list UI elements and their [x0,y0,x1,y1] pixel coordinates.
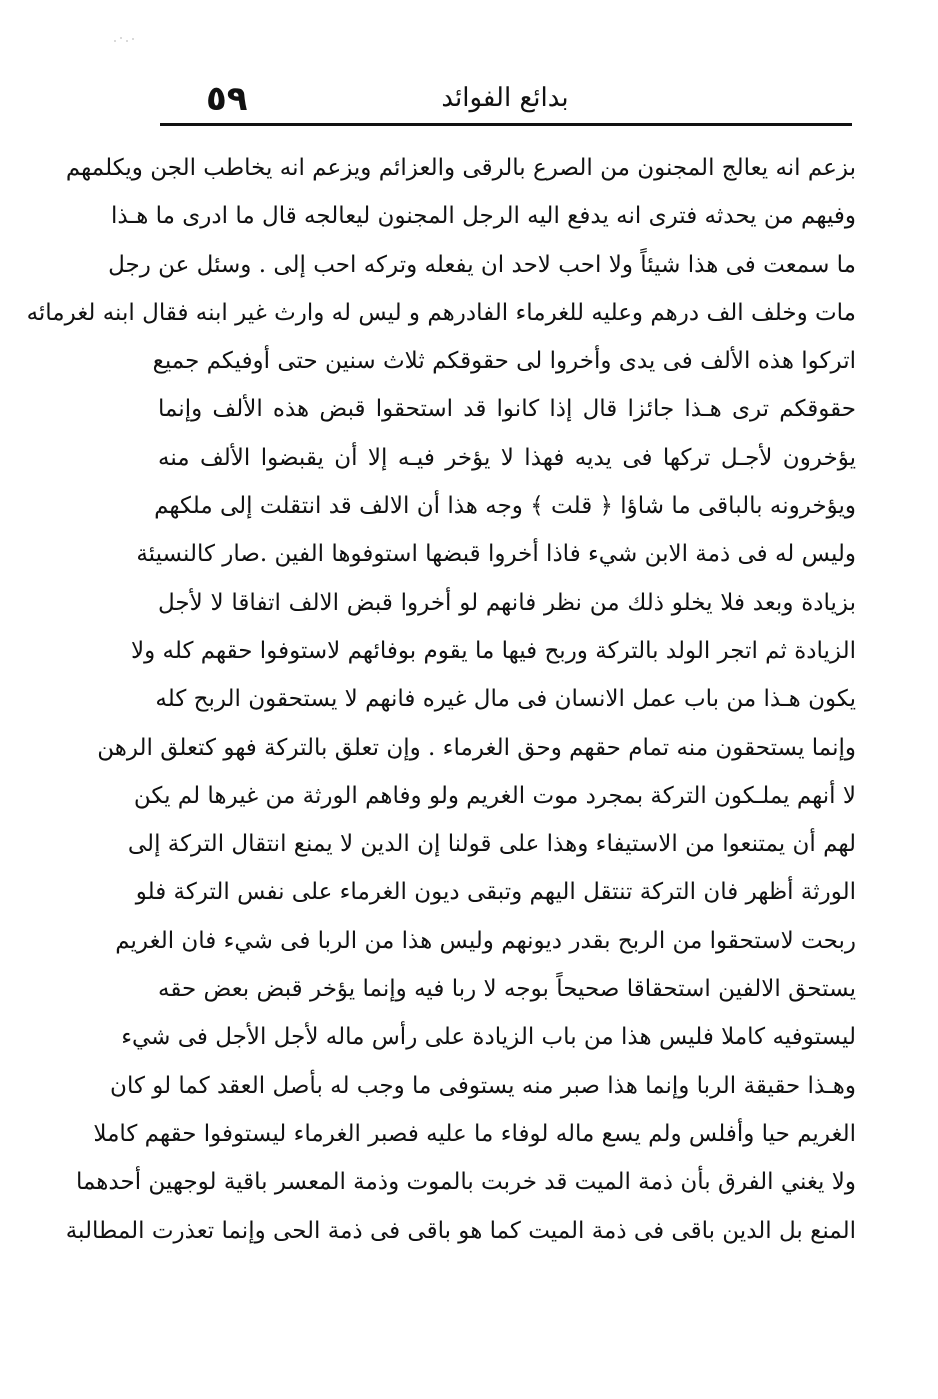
text-line: ويؤخرونه بالباقى ما شاؤا ﴿ قلت ﴾ وجه هذا أن الالف قد انتقلت إلى ملكهم [154,493,856,520]
text-line: اتركوا هذه الألف فى يدى وأخروا لى حقوقكم ثلاث سنين حتى أوفيكم جميع [152,348,856,375]
scan-speck-mark [112,34,136,46]
text-line: وإنما يستحقون منه تمام حقهم وحق الغرماء . وإن تعلق بالتركة فهو كتعلق الرهن [97,734,856,761]
text-line: لا أنهم يملـكون التركة بمجرد موت الغريم ولو وفاهم الورثة من غيرها لم يكن [133,782,856,809]
text-line: المنع بل الدين باقى فى ذمة الميت كما هو باقى فى ذمة الحى وإنما تعذرت المطالبة [65,1217,856,1244]
text-line: ما سمعت فى هذا شيئاً ولا احب لاحد ان يفعله وتركه احب إلى . وسئل عن رجل [108,251,856,278]
text-line: وهـذا حقيقة الربا وإنما هذا صبر منه يستوفى ما وجب له بأصل العقد كما لو كان [110,1072,856,1099]
page-header [160,76,850,122]
running-title: بدائع الفوائد [441,83,569,113]
text-line: ربحت لاستحقوا من الربح بقدر ديونهم وليس هذا من الربا فى شيء فان الغريم [115,927,856,954]
text-line: مات وخلف الف درهم وعليه للغرماء الفادرهم و ليس له وارث غير ابنه فقال ابنه لغرمائه [26,299,856,326]
text-line: لهم أن يمتنعوا من الاستيفاء وهذا على قولنا إن الدين لا يمنع انتقال التركة إلى [127,831,856,858]
text-line: الورثة أظهر فان التركة تنتقل اليهم وتبقى ديون الغرماء على نفس التركة فلو [135,879,856,906]
page-number: ٥٩ [206,79,248,119]
text-line: يستحق الالفين استحقاقا صحيحاً بوجه لا ربا فيه وإنما يؤخر قبض بعض حقه [158,976,856,1003]
text-line: ليستوفيه كاملا فليس هذا من باب الزيادة على رأس ماله لأجل الأجل فى شيء [121,1024,856,1051]
text-line: وليس له فى ذمة الابن شيء فاذا أخروا قبضها استوفوها الفين .صار كالنسيئة [136,541,856,568]
text-line: ولا يغني الفرق بأن ذمة الميت قد خربت بالموت وذمة المعسر باقية لوجهين أحدهما [75,1169,856,1196]
text-line: بزيادة وبعد فلا يخلو ذلك من نظر فانهم لو أخروا قبض الالف اتفاقا لا لأجل [158,589,856,616]
text-line: وفيهم من يحدثه فترى انه يدفع اليه الرجل المجنون ليعالجه قال ما ادرى ما هـذا [111,203,856,230]
text-line: بزعم انه يعالج المجنون من الصرع بالرقى والعزائم ويزعم انه يخاطب الجن ويكلمهم [65,155,856,181]
text-line: الزيادة ثم اتجر الولد بالتركة وربح فيها ما يقوم بوفائهم لاستوفوا حقهم كله ولا [130,637,856,664]
text-line: الغريم حيا وأفلس ولم يسع ماله لوفاء ما عليه فصبر الغرماء ليستوفوا حقهم كاملا [93,1120,856,1147]
text-line: يكون هـذا من باب عمل الانسان فى مال غيره فانهم لا يستحقون الربح كله [155,686,856,713]
header-rule [160,123,852,126]
text-line: حقوقكم ترى هـذا جائزا قال إذا كانوا قد استحقوا قبض هذه الألف وإنما [158,396,856,423]
text-line: يؤخرون لأجـل تركها فى يديه فهذا لا يؤخر فيـه إلا أن يقبضوا الألف منه [158,444,856,471]
body-text [26,144,856,1255]
